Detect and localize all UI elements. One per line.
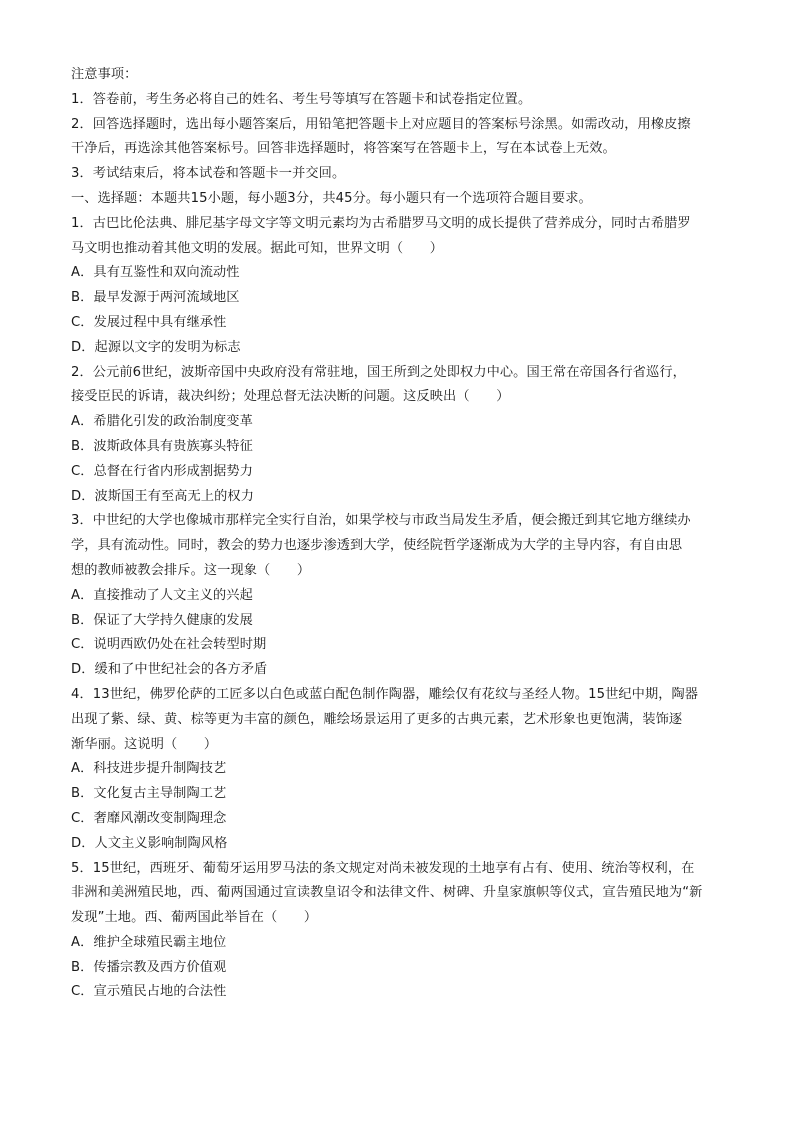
notice-item: 1．答卷前，考生务必将自己的姓名、考生号等填写在答题卡和试卷指定位置。: [71, 91, 532, 107]
option-c: C．发展过程中具有继承性: [71, 314, 227, 330]
option-b: B．文化复古主导制陶工艺: [71, 786, 227, 802]
option-c: C．说明西欧仍处在社会转型时期: [71, 637, 267, 653]
section-title: 一、选择题：本题共15小题，每小题3分，共45分。每小题只有一个选项符合题目要求。: [71, 190, 592, 206]
option-a: A．直接推动了人文主义的兴起: [71, 587, 253, 603]
notice-item: 3．考试结束后，将本试卷和答题卡一并交回。: [71, 166, 346, 182]
option-d: D．波斯国王有至高无上的权力: [71, 488, 254, 504]
option-a: A．科技进步提升制陶技艺: [71, 761, 227, 777]
notice-heading: 注意事项：: [71, 67, 138, 82]
question-stem: 马文明也推动着其他文明的发展。据此可知，世界文明（ ）: [71, 240, 444, 256]
question-stem: 2．公元前6世纪，波斯帝国中央政府没有常驻地，国王所到之处即权力中心。国王常在帝国各行省巡行，: [71, 364, 686, 380]
question-stem: 发现”土地。西、葡两国此举旨在（ ）: [71, 910, 318, 926]
question-4: [71, 683, 726, 857]
option-d: D．缓和了中世纪社会的各方矛盾: [71, 662, 268, 678]
question-stem: 渐华丽。这说明（ ）: [71, 736, 218, 752]
question-stem: 想的教师被教会排斥。这一现象（ ）: [71, 562, 311, 578]
question-stem: 学，具有流动性。同时，教会的势力也逐步渗透到大学，使经院哲学逐渐成为大学的主导内容，有自由思: [71, 538, 683, 554]
question-1: [71, 212, 726, 361]
question-3: [71, 509, 726, 683]
option-b: B．最早发源于两河流域地区: [71, 290, 240, 306]
option-b: B．保证了大学持久健康的发展: [71, 612, 253, 628]
question-stem: 出现了紫、绿、黄、棕等更为丰富的颜色，雕绘场景运用了更多的古典元素，艺术形象也更饱满，装饰逐: [71, 711, 683, 727]
question-stem: 接受臣民的诉请，裁决纠纷；处理总督无法决断的问题。这反映出（ ）: [71, 389, 510, 405]
option-c: C．总督在行省内形成割据势力: [71, 463, 254, 479]
option-b: B．波斯政体具有贵族寡头特征: [71, 438, 253, 454]
option-d: D．人文主义影响制陶风格: [71, 835, 228, 851]
exam-page: [71, 63, 726, 1005]
option-a: A．具有互鉴性和双向流动性: [71, 265, 240, 281]
question-stem: 3．中世纪的大学也像城市那样完全实行自治，如果学校与市政当局发生矛盾，便会搬迁到其它地方继续办: [71, 513, 691, 529]
question-5: [71, 857, 726, 1006]
question-stem: 非洲和美洲殖民地，西、葡两国通过宣读教皇诏令和法律文件、树碑、升皇家旗帜等仪式，宣告殖民地为“新: [71, 885, 703, 901]
option-d: D．起源以文字的发明为标志: [71, 339, 241, 355]
option-a: A．希腊化引发的政治制度变革: [71, 414, 253, 430]
question-stem: 5．15世纪，西班牙、葡萄牙运用罗马法的条文规定对尚未被发现的土地享有占有、使用、统治等权利，在: [71, 860, 695, 876]
notice-item: 干净后，再选涂其他答案标号。回答非选择题时，将答案写在答题卡上，写在本试卷上无效。: [71, 141, 616, 157]
option-c: C．宣示殖民占地的合法性: [71, 984, 227, 1000]
notice-item: 2．回答选择题时，选出每小题答案后，用铅笔把答题卡上对应题目的答案标号涂黑。如需改动，用橡皮擦: [71, 116, 691, 132]
option-a: A．维护全球殖民霸主地位: [71, 934, 227, 950]
option-b: B．传播宗教及西方价值观: [71, 959, 227, 975]
question-stem: 1．古巴比伦法典、腓尼基字母文字等文明元素均为古希腊罗马文明的成长提供了营养成分，同时古希腊罗: [71, 215, 691, 231]
option-c: C．奢靡风潮改变制陶理念: [71, 810, 227, 826]
question-2: [71, 361, 726, 510]
question-stem: 4．13世纪，佛罗伦萨的工匠多以白色或蓝白配色制作陶器，雕绘仅有花纹与圣经人物。15世纪中期，陶器: [71, 686, 699, 702]
